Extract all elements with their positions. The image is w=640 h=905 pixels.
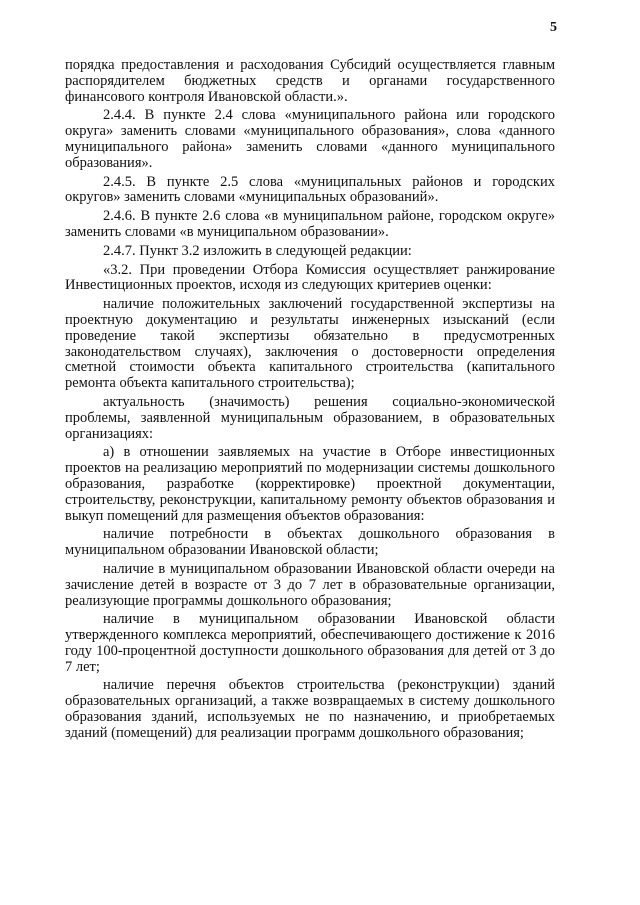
document-body bbox=[65, 58, 555, 745]
paragraph: наличие в муниципальном образовании Ивановской области утвержденного комплекса мероприятий, обеспечивающего достижение к 2016 году 100-процентной доступности дошкольного образования для детей от 3 до 7 лет; bbox=[65, 611, 555, 675]
paragraph: 2.4.6. В пункте 2.6 слова «в муниципальном районе, городском округе» заменить словами «в муниципальном образовании». bbox=[65, 208, 555, 240]
page-number: 5 bbox=[550, 20, 557, 35]
paragraph: 2.4.4. В пункте 2.4 слова «муниципального района или городского округа» заменить словами «муниципального образования», слова «данного муниципального района» заменить словами «данного муниципального образования». bbox=[65, 107, 555, 171]
paragraph: 2.4.5. В пункте 2.5 слова «муниципальных районов и городских округов» заменить словами «муниципальных образований». bbox=[65, 173, 555, 206]
paragraph: наличие в муниципальном образовании Ивановской области очереди на зачисление детей в возрасте от 3 до 7 лет в образовательные организации, реализующие программы дошкольного образования; bbox=[65, 560, 555, 609]
paragraph: наличие положительных заключений государственной экспертизы на проектную документацию и результаты инженерных изысканий (если проведение такой экспертизы обязательно в предусмотренных законодательством случаях), заключения о достоверности определения сметной стоимости объекта капитального строительства (капитального ремонта объекта капитального строительства); bbox=[65, 296, 555, 392]
paragraph: «3.2. При проведении Отбора Комиссия осуществляет ранжирование Инвестиционных проектов, исходя из следующих критериев оценки: bbox=[65, 261, 555, 294]
paragraph: актуальность (значимость) решения социально-экономической проблемы, заявленной муниципальным образованием, в образовательных организациях: bbox=[65, 393, 555, 442]
paragraph: 2.4.7. Пункт 3.2 изложить в следующей редакции: bbox=[103, 242, 412, 259]
paragraph: порядка предоставления и расходования Субсидий осуществляется главным распорядителем бюджетных средств и органами государственного финансового контроля Ивановской области.». bbox=[65, 57, 555, 105]
paragraph: наличие потребности в объектах дошкольного образования в муниципальном образовании Ивановской области; bbox=[65, 526, 555, 559]
paragraph: а) в отношении заявляемых на участие в Отборе инвестиционных проектов на реализацию мероприятий по модернизации системы дошкольного образования, разработке (корректировке) проектной документации, строительству, реконструкции, капитальному ремонту объектов образования и выкуп помещений для размещения объектов образования: bbox=[65, 444, 555, 524]
paragraph: наличие перечня объектов строительства (реконструкции) зданий образовательных организаций, а также возвращаемых в систему дошкольного образования зданий, используемых не по назначению, и приобретаемых зданий (помещений) для реализации программ дошкольного образования; bbox=[65, 677, 555, 741]
